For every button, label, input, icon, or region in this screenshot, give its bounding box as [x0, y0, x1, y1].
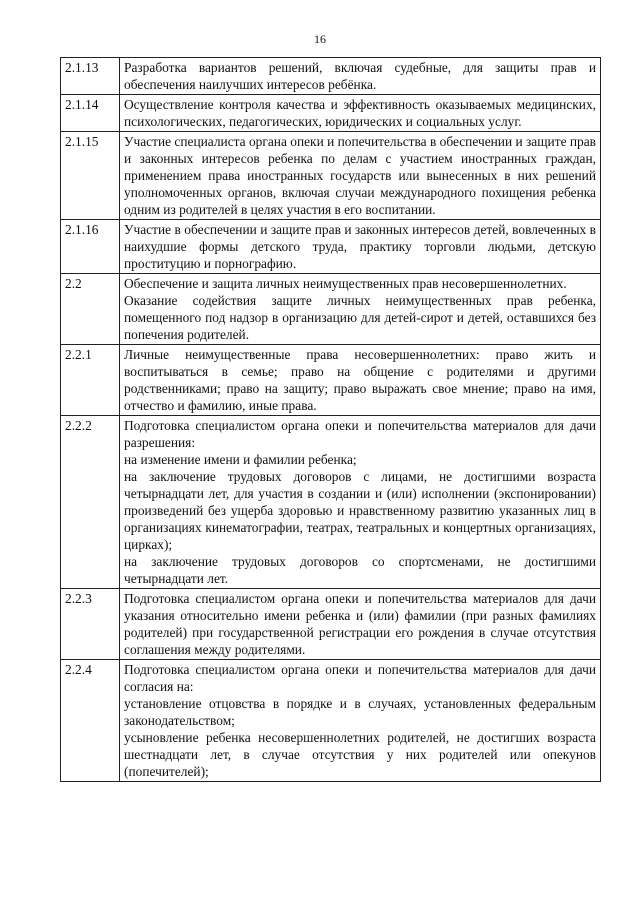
table-row	[61, 345, 601, 416]
section-text	[120, 58, 601, 95]
table-row	[61, 274, 601, 345]
paragraph: Обеспечение и защита личных неимущественных прав несовершеннолетних.	[124, 276, 567, 291]
section-text	[120, 274, 601, 345]
table-row	[61, 589, 601, 660]
paragraph: Участие в обеспечении и защите прав и законных интересов детей, вовлеченных в наихудшие формы детского труда, практику торговли людьми, детскую проституцию и порнографию.	[124, 222, 596, 271]
paragraph: Подготовка специалистом органа опеки и попечительства материалов для дачи разрешения:	[124, 418, 596, 450]
paragraph: Подготовка специалистом органа опеки и попечительства материалов для дачи согласия на:	[124, 662, 596, 694]
paragraph: Подготовка специалистом органа опеки и попечительства материалов для дачи указания относительно имени ребенка и (или) фамилии (при разных фамилиях родителей) при государственной регистрации его рождения в случае отсутствия соглашения между родителями.	[124, 591, 596, 657]
section-text	[120, 220, 601, 274]
paragraph: Участие специалиста органа опеки и попечительства в обеспечении и защите прав и законных интересов ребенка по делам с участием иностранных граждан, применением права иностранных государств или вынесенных в них решений уполномоченных органов, включая случаи международного похищения ребенка одним из родителей в целях участия в его воспитании.	[124, 134, 596, 217]
table-row	[61, 220, 601, 274]
paragraph: на заключение трудовых договоров с лицами, не достигшими возраста четырнадцати лет, для участия в создании и (или) исполнении (экспонировании) произведений без ущерба здоровью и нравственному развитию указанных лиц в организациях кинематографии, театрах, театральных и концертных организациях, цирках);	[124, 469, 596, 552]
section-text	[120, 589, 601, 660]
section-number: 2.1.14	[61, 95, 120, 132]
paragraph: Разработка вариантов решений, включая судебные, для защиты прав и обеспечения наилучших интересов ребёнка.	[124, 60, 596, 92]
section-text	[120, 95, 601, 132]
section-text	[120, 660, 601, 782]
table-body	[61, 58, 601, 782]
paragraph: усыновление ребенка несовершеннолетних родителей, не достигших возраста шестнадцати лет, в случае отсутствия у них родителей или опекунов (попечителей);	[124, 730, 596, 779]
paragraph: Личные неимущественные права несовершеннолетних: право жить и воспитываться в семье; право на общение с родителями и другими родственниками; право на защиту; право выражать свое мнение; право на имя, отчество и фамилию, иные права.	[124, 347, 596, 413]
table-row	[61, 660, 601, 782]
table-row	[61, 95, 601, 132]
section-text	[120, 416, 601, 589]
paragraph: на изменение имени и фамилии ребенка;	[124, 452, 357, 467]
section-number: 2.2.2	[61, 416, 120, 589]
section-number: 2.2.1	[61, 345, 120, 416]
table-row	[61, 58, 601, 95]
page-number: 16	[314, 32, 326, 46]
section-number: 2.2	[61, 274, 120, 345]
section-text	[120, 132, 601, 220]
section-text	[120, 345, 601, 416]
paragraph: на заключение трудовых договоров со спортсменами, не достигшими четырнадцати лет.	[124, 554, 596, 586]
table-row	[61, 416, 601, 589]
section-number: 2.2.3	[61, 589, 120, 660]
paragraph: Осуществление контроля качества и эффективность оказываемых медицинских, психологических, педагогических, юридических и социальных услуг.	[124, 97, 596, 129]
table-row	[61, 132, 601, 220]
paragraph: установление отцовства в порядке и в случаях, установленных федеральным законодательством;	[124, 696, 596, 728]
paragraph: Оказание содействия защите личных неимущественных прав ребенка, помещенного под надзор в организацию для детей-сирот и детей, оставшихся без попечения родителей.	[124, 293, 596, 342]
section-number: 2.2.4	[61, 660, 120, 782]
section-number: 2.1.13	[61, 58, 120, 95]
document-table	[60, 57, 601, 782]
section-number: 2.1.16	[61, 220, 120, 274]
section-number: 2.1.15	[61, 132, 120, 220]
